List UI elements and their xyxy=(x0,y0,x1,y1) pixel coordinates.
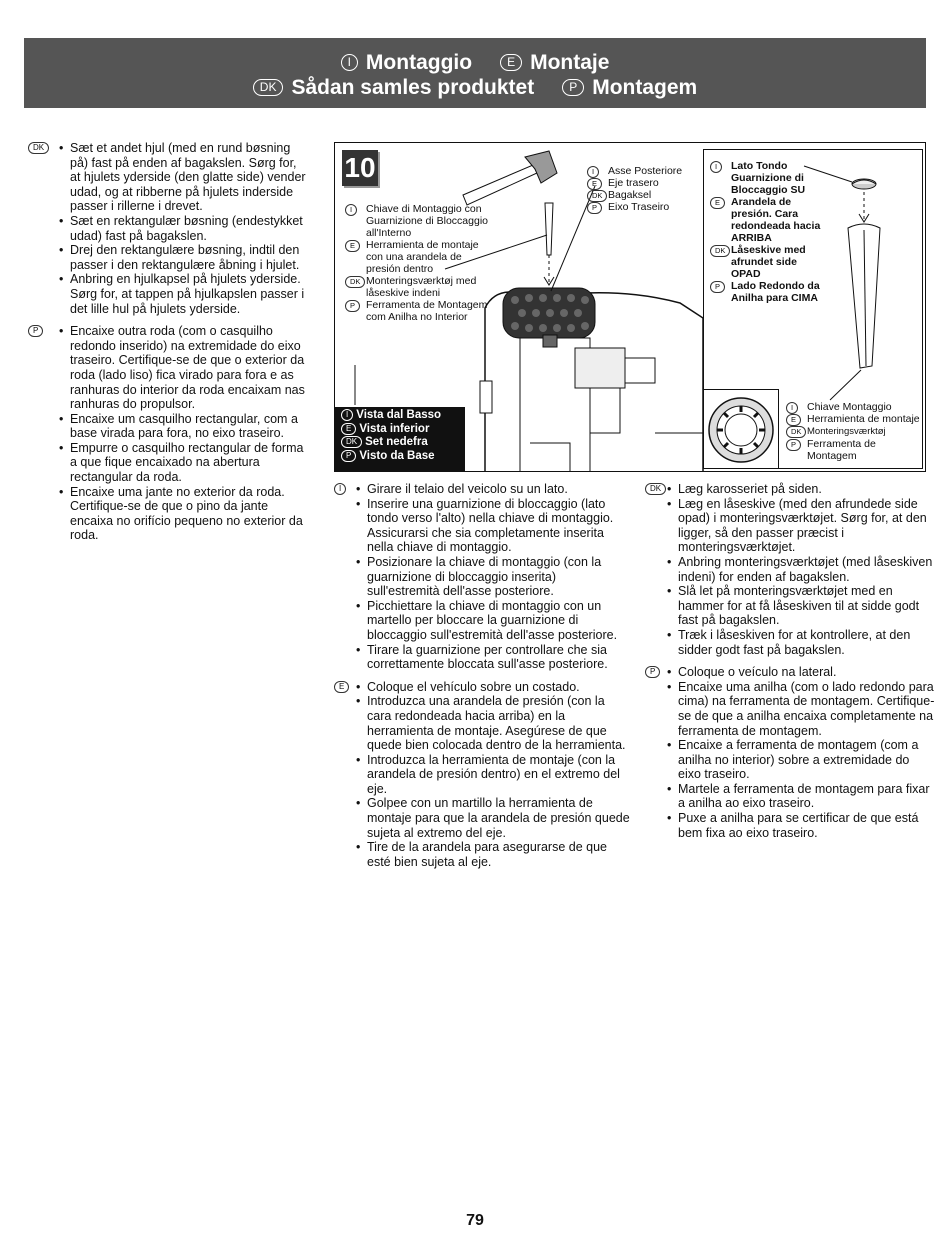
instruction-item: • Encaixe uma jante no exterior da roda. Certifique-se de que o pino da jante encaixa no orifício pequeno no exterior da roda. xyxy=(59,485,306,543)
instruction-list xyxy=(667,665,935,840)
header-title: Montaje xyxy=(530,51,610,74)
lang-badge: DK xyxy=(341,436,362,448)
washer-label: Arandela de presión. Cara redondeada hacia ARRIBA xyxy=(731,196,821,244)
lang-badge: I xyxy=(710,161,722,173)
tool-end-view xyxy=(703,389,779,469)
header-line-1 xyxy=(24,50,926,75)
section-e xyxy=(334,680,630,870)
lang-badge: DK xyxy=(786,426,806,438)
lang-badge: DK xyxy=(345,276,365,288)
instruction-item: • Anbring monteringsværktøjet (med låseskiven indeni) for enden af bagakslen. xyxy=(667,555,935,584)
instruction-item: • Anbring en hjulkapsel på hjulets yderside. Sørg for, at tappen på hjulkapslen passer i det lille hul på hjulets yderside. xyxy=(59,272,306,316)
tool-label: Chiave di Montaggio con Guarnizione di Bloccaggio all'Interno xyxy=(366,203,488,239)
instruction-item: • Introduzca la herramienta de montaje (con la arandela de presión dentro) en el extremo del eje. xyxy=(356,753,630,797)
lang-badge: E xyxy=(341,423,356,435)
instruction-item: • Encaixe uma anilha (com o lado redondo para cima) na ferramenta de montagem. Certifique-se de que a anilha encaixa completamente na ferramenta de montagem. xyxy=(667,680,935,738)
motor-shape xyxy=(575,348,625,388)
instruction-list xyxy=(356,482,630,672)
instruction-item: • Sæt en rektangulær bøsning (endestykket udad) fast på bagakslen. xyxy=(59,214,306,243)
instruction-list xyxy=(59,141,306,316)
section-i xyxy=(334,482,630,672)
axle-label: Asse Posteriore xyxy=(608,165,683,177)
instruction-item: • Tire de la arandela para asegurarse de que esté bien sujeta al eje. xyxy=(356,840,630,869)
lang-badge: I xyxy=(786,402,798,414)
instruction-item: • Coloque el vehículo sobre un costado. xyxy=(356,680,630,695)
axle-label: Eje trasero xyxy=(608,177,659,189)
header-line-2 xyxy=(24,75,926,100)
assembly-figure xyxy=(334,142,926,472)
middle-column xyxy=(334,482,630,869)
tool-shape xyxy=(545,203,553,255)
lang-badge: E xyxy=(334,681,349,693)
header-title: Sådan samles produktet xyxy=(291,76,535,99)
lang-badge: DK xyxy=(253,79,284,96)
washer-label: Lado Redondo da Anilha para CIMA xyxy=(731,280,820,304)
instruction-item: • Inserire una guarnizione di bloccaggio (lato tondo verso l'alto) nella chiave di montaggio. Assicurarsi che sia completamente inserita nella chiave di montaggio. xyxy=(356,497,630,555)
lang-badge: E xyxy=(345,240,360,252)
lang-badge: E xyxy=(710,197,725,209)
step-number: 10 xyxy=(342,150,378,186)
instruction-item: • Læg en låseskive (med den afrundede side opad) i monteringsværktøjet. Sørg for, at den ligger, så den passer præcist i monteringsværktøjet. xyxy=(667,497,935,555)
section-p xyxy=(28,324,306,543)
header-title: Montaggio xyxy=(365,51,473,74)
tool2-label: Monteringsværktøj xyxy=(807,426,886,437)
lang-badge: E xyxy=(587,178,602,190)
lang-badge: E xyxy=(500,54,522,71)
instruction-item: • Girare il telaio del veicolo su un lato. xyxy=(356,482,630,497)
instruction-item: • Empurre o casquilho rectangular de forma a que fique encaixado na abertura rectangular da roda. xyxy=(59,441,306,485)
view-label: Vista dal Basso xyxy=(356,409,442,421)
axle-label: Bagaksel xyxy=(608,189,652,201)
lang-badge: P xyxy=(345,300,360,312)
left-column xyxy=(28,141,306,543)
tool2-label-group xyxy=(786,401,924,462)
instruction-list xyxy=(59,324,306,543)
tool2-label: Ferramenta de Montagem xyxy=(807,438,876,462)
lang-badge: P xyxy=(710,281,725,293)
instruction-item: • Golpee con un martillo la herramienta de montaje para que la arandela de presión quede sujeta al extremo del eje. xyxy=(356,796,630,840)
right-column xyxy=(645,482,935,840)
lang-badge: I xyxy=(587,166,599,178)
instruction-list xyxy=(667,482,935,657)
view-label: Vista inferior xyxy=(359,422,430,435)
instruction-item: • Sæt et andet hjul (med en rund bøsning på) fast på enden af bagakslen. Sørg for, at hjulets yderside (den glatte side) vender udad, og at ribberne på hjulets inderside passer i rillerne i drevet. xyxy=(59,141,306,214)
lang-badge: DK xyxy=(645,483,666,495)
tool-end-illustration xyxy=(704,390,778,468)
washer-label: Låseskive med afrundet side OPAD xyxy=(731,244,806,280)
section-p xyxy=(645,665,935,840)
instruction-item: • Puxe a anilha para se certificar de que está bem fixa ao eixo traseiro. xyxy=(667,811,935,840)
instruction-item: • Introduzca una arandela de presión (con la cara redondeada hacia arriba) en la herramienta de montaje. Asegúrese de que quede bien colocada dentro de la herramienta. xyxy=(356,694,630,752)
instruction-item: • Læg karosseriet på siden. xyxy=(667,482,935,497)
instruction-item: • Posizionare la chiave di montaggio (con la guarnizione di bloccaggio inserita) sull'estremità dell'asse posteriore. xyxy=(356,555,630,599)
lang-badge: I xyxy=(341,54,358,71)
lang-badge: DK xyxy=(587,190,607,202)
lang-badge: P xyxy=(645,666,660,678)
instruction-item: • Encaixe um casquilho rectangular, com a base virada para fora, no eixo traseiro. xyxy=(59,412,306,441)
lang-badge: I xyxy=(334,483,346,495)
instruction-item: • Drej den rektangulære bøsning, indtil den passer i den rektangulære åbning i hjulet. xyxy=(59,243,306,272)
axle-label: Eixo Traseiro xyxy=(608,201,670,213)
tool-label: Monteringsværktøj med låseskive indeni xyxy=(366,275,477,299)
page-number: 79 xyxy=(466,1212,484,1229)
washer-label: Lato Tondo Guarnizione di Bloccaggio SU xyxy=(731,160,806,196)
lang-badge: P xyxy=(28,325,43,337)
page-header xyxy=(24,38,926,108)
view-label-box xyxy=(335,407,465,471)
tool2-label: Herramienta de montaje xyxy=(807,413,920,425)
instruction-item: • Martele a ferramenta de montagem para fixar a anilha ao eixo traseiro. xyxy=(667,782,935,811)
section-dk xyxy=(645,482,935,657)
lang-badge: P xyxy=(786,439,801,451)
lang-badge: DK xyxy=(28,142,49,154)
instruction-list xyxy=(356,680,630,870)
axle-label-group xyxy=(587,165,697,213)
section-dk xyxy=(28,141,306,316)
lang-badge: P xyxy=(341,450,356,462)
instruction-item: • Encaixe outra roda (com o casquilho redondo inserido) na extremidade do eixo traseiro. Certifique-se de que o exterior da roda (lado liso) fica virado para fora e as ranhuras do interior da roda encaixam nas ranhuras do propulsor. xyxy=(59,324,306,412)
instruction-item: • Encaixe a ferramenta de montagem (com a anilha no interior) sobre a extremidade do eixo traseiro. xyxy=(667,738,935,782)
instruction-item: • Slå let på monteringsværktøjet med en hammer for at få låseskiven til at sidde godt fast på bagakslen. xyxy=(667,584,935,628)
tool-label: Herramienta de montaje con una arandela de presión dentro xyxy=(366,239,479,275)
washer-label-group xyxy=(710,160,822,304)
header-title: Montagem xyxy=(592,76,698,99)
lang-badge: I xyxy=(341,409,353,421)
lang-badge: I xyxy=(345,204,357,216)
instruction-item: • Coloque o veículo na lateral. xyxy=(667,665,935,680)
lang-badge: E xyxy=(786,414,801,426)
view-label: Set nedefra xyxy=(365,436,428,449)
lang-badge: DK xyxy=(710,245,730,257)
instruction-item: • Tirare la guarnizione per controllare che sia correttamente bloccata sull'asse posteriore. xyxy=(356,643,630,672)
lang-badge: P xyxy=(562,79,584,96)
tool2-label: Chiave Montaggio xyxy=(807,401,892,413)
instruction-item: • Træk i låseskiven for at kontrollere, at den sidder godt fast på bagakslen. xyxy=(667,628,935,657)
lang-badge: P xyxy=(587,202,602,214)
tool-label-group xyxy=(345,203,495,323)
tool-label: Ferramenta de Montagem com Anilha no Interior xyxy=(366,299,488,323)
hammer-handle-shape xyxy=(463,165,537,205)
view-label: Visto da Base xyxy=(359,449,435,462)
instruction-item: • Picchiettare la chiave di montaggio con un martello per bloccare la guarnizione di bloccaggio sull'estremità dell'asse posteriore. xyxy=(356,599,630,643)
